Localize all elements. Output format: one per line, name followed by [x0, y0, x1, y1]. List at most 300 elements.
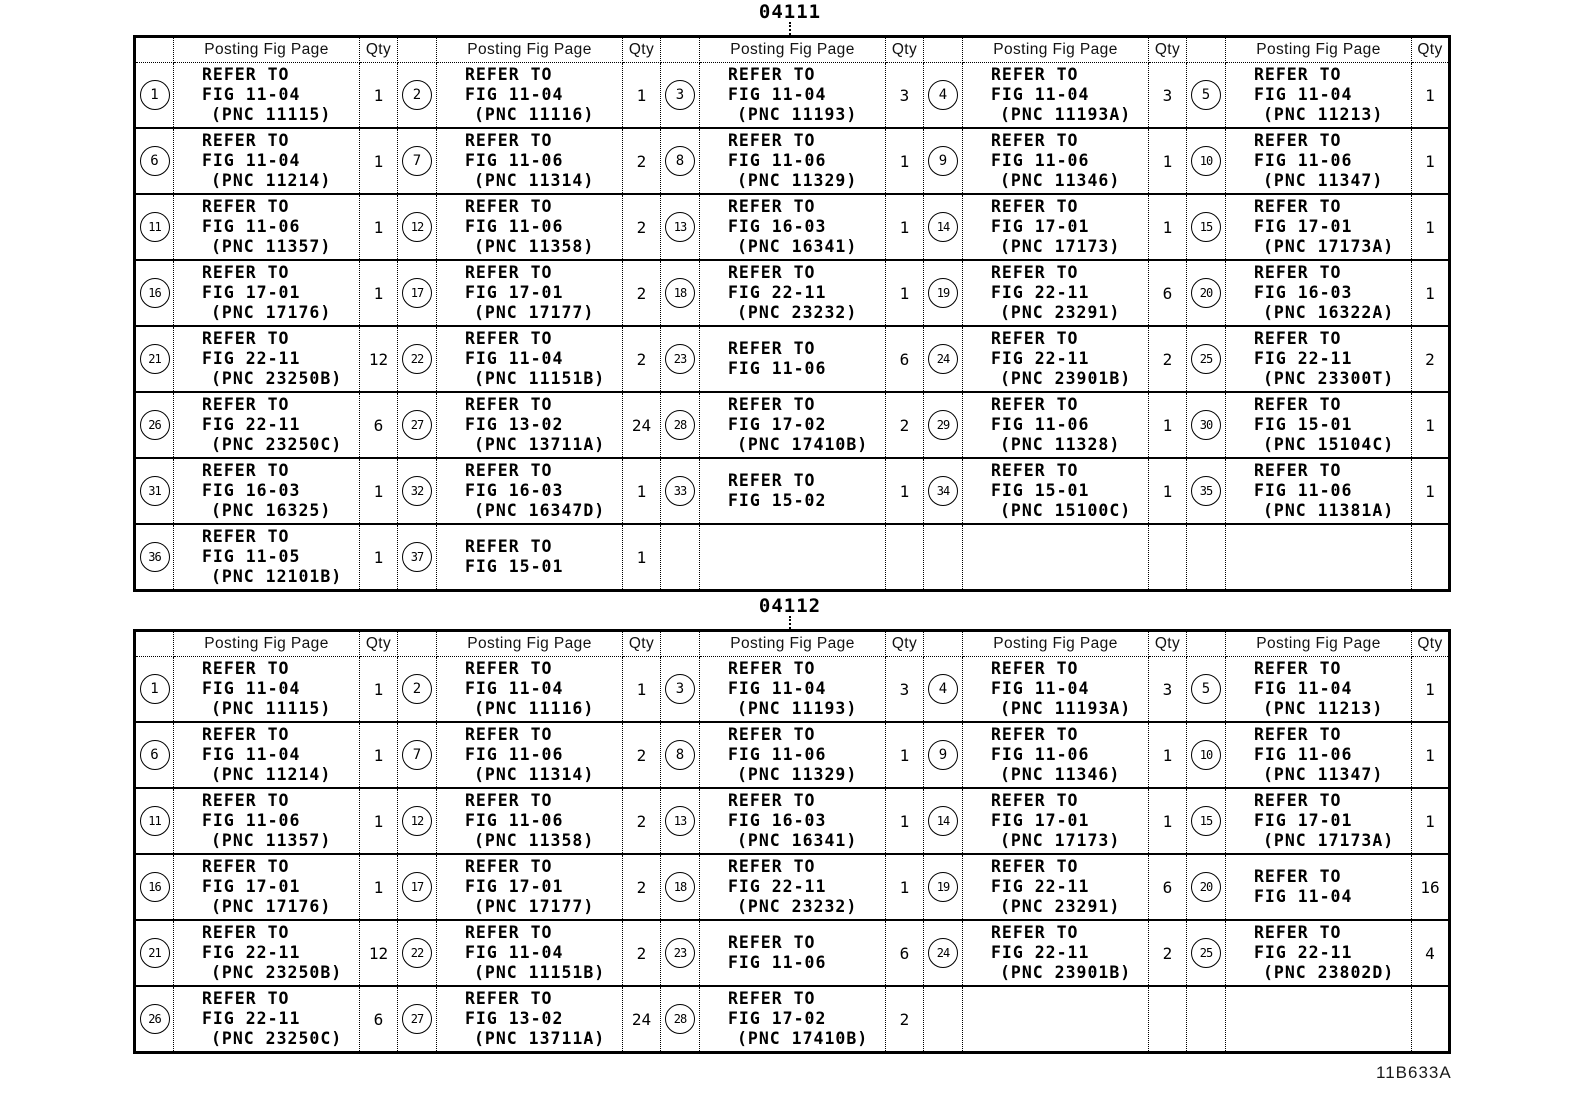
item-number-cell	[398, 128, 437, 194]
posting-ref-cell	[700, 326, 886, 392]
posting-fig-page-header: Posting Fig Page	[700, 37, 886, 63]
item-number-cell	[1187, 392, 1226, 458]
item-number-cell	[1187, 788, 1226, 854]
item-number-circle: 25	[1191, 344, 1221, 374]
item-number-cell	[924, 986, 963, 1053]
refer-to-text: REFER TO FIG 11-06 (PNC 11329)	[728, 725, 858, 784]
qty-cell: 3	[886, 63, 924, 129]
qty-cell: 1	[886, 458, 924, 524]
qty-header: Qty	[623, 631, 661, 657]
item-number-cell	[135, 986, 174, 1053]
posting-ref-cell	[174, 524, 360, 591]
item-number-cell	[924, 920, 963, 986]
qty-cell: 1	[360, 458, 398, 524]
qty-cell: 6	[1149, 854, 1187, 920]
qty-header: Qty	[360, 631, 398, 657]
item-number-cell	[1187, 657, 1226, 723]
qty-cell: 2	[1149, 920, 1187, 986]
qty-cell: 1	[886, 194, 924, 260]
item-number-cell	[924, 63, 963, 129]
qty-cell: 2	[886, 986, 924, 1053]
refer-to-text: REFER TO FIG 11-06 (PNC 11314)	[465, 131, 595, 190]
posting-ref-cell	[963, 260, 1149, 326]
refer-to-text: REFER TO FIG 11-04 (PNC 11213)	[1254, 659, 1384, 718]
qty-cell: 6	[886, 326, 924, 392]
qty-cell: 1	[1149, 392, 1187, 458]
qty-cell: 2	[623, 326, 661, 392]
posting-ref-cell	[700, 260, 886, 326]
item-number-circle: 5	[1191, 80, 1221, 110]
refer-to-text: REFER TO FIG 11-04	[1254, 867, 1353, 906]
item-number-cell	[661, 524, 700, 591]
refer-to-text: REFER TO FIG 22-11 (PNC 23300T)	[1254, 329, 1395, 388]
item-number-circle: 5	[1191, 674, 1221, 704]
refer-to-text: REFER TO FIG 22-11 (PNC 23901B)	[991, 329, 1132, 388]
refer-to-text: REFER TO FIG 17-01 (PNC 17176)	[202, 857, 332, 916]
item-number-circle: 17	[402, 278, 432, 308]
item-number-circle: 11	[140, 806, 170, 836]
item-number-circle: 12	[402, 806, 432, 836]
posting-ref-cell	[437, 920, 623, 986]
item-number-circle: 15	[1191, 212, 1221, 242]
qty-cell: 24	[623, 986, 661, 1053]
item-number-cell	[398, 458, 437, 524]
item-number-cell	[661, 194, 700, 260]
item-number-circle: 22	[402, 938, 432, 968]
qty-cell: 2	[623, 788, 661, 854]
item-number-cell	[661, 260, 700, 326]
refer-to-text: REFER TO FIG 11-06 (PNC 11328)	[991, 395, 1121, 454]
qty-cell: 2	[623, 854, 661, 920]
posting-ref-cell	[700, 722, 886, 788]
item-number-cell	[924, 788, 963, 854]
posting-ref-cell	[963, 194, 1149, 260]
refer-to-text: REFER TO FIG 11-04 (PNC 11151B)	[465, 923, 606, 982]
item-number-circle: 34	[928, 476, 958, 506]
item-number-circle: 28	[665, 1004, 695, 1034]
posting-ref-cell	[1226, 63, 1412, 129]
posting-ref-cell	[963, 524, 1149, 591]
item-number-circle: 11	[140, 212, 170, 242]
posting-ref-cell	[1226, 854, 1412, 920]
item-number-circle: 21	[140, 938, 170, 968]
posting-ref-cell	[963, 854, 1149, 920]
posting-ref-cell	[1226, 392, 1412, 458]
posting-ref-cell	[700, 63, 886, 129]
posting-ref-cell	[437, 657, 623, 723]
posting-ref-cell	[700, 986, 886, 1053]
qty-cell: 1	[360, 260, 398, 326]
refer-to-text: REFER TO FIG 11-06	[728, 339, 827, 378]
item-number-cell	[135, 194, 174, 260]
refer-to-text: REFER TO FIG 16-03 (PNC 16347D)	[465, 461, 606, 520]
qty-cell: 1	[623, 63, 661, 129]
item-number-cell	[398, 392, 437, 458]
qty-cell: 1	[886, 260, 924, 326]
refer-to-text: REFER TO FIG 11-04 (PNC 11193A)	[991, 65, 1132, 124]
ref-table-container-04112	[133, 629, 1447, 1054]
item-number-circle: 8	[665, 740, 695, 770]
qty-cell: 1	[623, 524, 661, 591]
item-number-cell	[135, 260, 174, 326]
qty-cell: 16	[1412, 854, 1450, 920]
qty-cell: 1	[623, 657, 661, 723]
posting-ref-cell	[437, 326, 623, 392]
table-title: 04112	[758, 595, 822, 617]
posting-ref-cell	[437, 260, 623, 326]
qty-cell: 1	[1412, 788, 1450, 854]
refer-to-text: REFER TO FIG 13-02 (PNC 13711A)	[465, 395, 606, 454]
item-number-circle: 18	[665, 872, 695, 902]
refer-to-text: REFER TO FIG 15-02	[728, 471, 827, 510]
item-number-cell	[1187, 194, 1226, 260]
posting-ref-cell	[700, 458, 886, 524]
title-pointer-tick	[789, 616, 791, 629]
item-number-cell	[398, 920, 437, 986]
posting-ref-cell	[1226, 128, 1412, 194]
item-number-cell	[661, 63, 700, 129]
item-number-cell	[1187, 854, 1226, 920]
item-number-cell	[135, 657, 174, 723]
item-number-circle: 9	[928, 740, 958, 770]
qty-cell: 12	[360, 326, 398, 392]
qty-cell	[1149, 524, 1187, 591]
posting-ref-cell	[437, 128, 623, 194]
posting-ref-cell	[437, 524, 623, 591]
item-number-circle: 1	[140, 80, 170, 110]
refer-to-text: REFER TO FIG 22-11 (PNC 23232)	[728, 857, 858, 916]
item-number-circle: 20	[1191, 872, 1221, 902]
qty-cell: 1	[1149, 194, 1187, 260]
ref-table-container-04111	[133, 35, 1447, 592]
item-number-circle: 22	[402, 344, 432, 374]
posting-ref-cell	[1226, 788, 1412, 854]
posting-ref-cell	[174, 194, 360, 260]
item-number-cell	[398, 986, 437, 1053]
item-number-cell	[1187, 260, 1226, 326]
posting-ref-cell	[963, 722, 1149, 788]
qty-cell: 1	[886, 854, 924, 920]
header-spacer-cell	[661, 37, 700, 63]
refer-to-text: REFER TO FIG 11-06 (PNC 11314)	[465, 725, 595, 784]
qty-cell: 3	[1149, 657, 1187, 723]
item-number-circle: 12	[402, 212, 432, 242]
qty-cell: 1	[1149, 128, 1187, 194]
item-number-cell	[661, 392, 700, 458]
posting-fig-page-header: Posting Fig Page	[437, 631, 623, 657]
refer-to-text: REFER TO FIG 17-01 (PNC 17173A)	[1254, 197, 1395, 256]
item-number-cell	[135, 128, 174, 194]
refer-to-text: REFER TO FIG 22-11 (PNC 23250B)	[202, 923, 343, 982]
posting-fig-page-header: Posting Fig Page	[963, 631, 1149, 657]
item-number-circle: 26	[140, 1004, 170, 1034]
posting-ref-cell	[174, 854, 360, 920]
qty-header: Qty	[360, 37, 398, 63]
posting-fig-page-header: Posting Fig Page	[174, 631, 360, 657]
item-number-circle: 16	[140, 278, 170, 308]
item-number-cell	[924, 194, 963, 260]
item-number-circle: 14	[928, 806, 958, 836]
refer-to-text: REFER TO FIG 11-04 (PNC 11116)	[465, 65, 595, 124]
item-number-cell	[135, 458, 174, 524]
posting-ref-cell	[174, 458, 360, 524]
posting-ref-cell	[963, 326, 1149, 392]
item-number-cell	[135, 524, 174, 591]
posting-ref-cell	[700, 392, 886, 458]
refer-to-text: REFER TO FIG 17-01 (PNC 17176)	[202, 263, 332, 322]
posting-ref-cell	[963, 986, 1149, 1053]
item-number-circle: 2	[402, 80, 432, 110]
item-number-cell	[135, 326, 174, 392]
posting-ref-cell	[700, 128, 886, 194]
refer-to-text: REFER TO FIG 11-04 (PNC 11115)	[202, 659, 332, 718]
posting-ref-cell	[700, 657, 886, 723]
posting-ref-cell	[437, 392, 623, 458]
posting-ref-cell	[1226, 260, 1412, 326]
refer-to-text: REFER TO FIG 17-01 (PNC 17173)	[991, 197, 1121, 256]
refer-to-text: REFER TO FIG 17-01 (PNC 17173A)	[1254, 791, 1395, 850]
posting-ref-cell	[437, 722, 623, 788]
refer-to-text: REFER TO FIG 11-06 (PNC 11347)	[1254, 131, 1384, 190]
qty-cell: 2	[1412, 326, 1450, 392]
item-number-circle: 28	[665, 410, 695, 440]
item-number-cell	[924, 260, 963, 326]
item-number-circle: 15	[1191, 806, 1221, 836]
qty-cell: 2	[623, 128, 661, 194]
qty-cell: 1	[1412, 63, 1450, 129]
posting-ref-cell	[963, 920, 1149, 986]
item-number-cell	[398, 260, 437, 326]
qty-header: Qty	[1149, 631, 1187, 657]
item-number-cell	[661, 854, 700, 920]
item-number-circle: 13	[665, 806, 695, 836]
refer-to-text: REFER TO FIG 11-04 (PNC 11214)	[202, 725, 332, 784]
item-number-circle: 4	[928, 674, 958, 704]
refer-to-text: REFER TO FIG 11-04 (PNC 11115)	[202, 65, 332, 124]
refer-to-text: REFER TO FIG 15-01	[465, 537, 564, 576]
qty-header: Qty	[623, 37, 661, 63]
item-number-circle: 6	[140, 740, 170, 770]
posting-ref-cell	[700, 194, 886, 260]
item-number-circle: 14	[928, 212, 958, 242]
qty-cell: 6	[1149, 260, 1187, 326]
item-number-circle: 17	[402, 872, 432, 902]
qty-cell: 4	[1412, 920, 1450, 986]
posting-ref-cell	[1226, 326, 1412, 392]
item-number-circle: 27	[402, 410, 432, 440]
qty-cell: 3	[886, 657, 924, 723]
qty-cell: 1	[623, 458, 661, 524]
figure-code: 11B633A	[1376, 1063, 1452, 1082]
posting-ref-cell	[174, 63, 360, 129]
posting-ref-cell	[963, 128, 1149, 194]
item-number-cell	[1187, 326, 1226, 392]
refer-to-text: REFER TO FIG 11-06 (PNC 11346)	[991, 131, 1121, 190]
item-number-cell	[924, 722, 963, 788]
item-number-cell	[924, 326, 963, 392]
item-number-cell	[1187, 63, 1226, 129]
item-number-cell	[1187, 722, 1226, 788]
refer-to-text: REFER TO FIG 11-04 (PNC 11213)	[1254, 65, 1384, 124]
refer-to-text: REFER TO FIG 22-11 (PNC 23802D)	[1254, 923, 1395, 982]
posting-fig-page-header: Posting Fig Page	[700, 631, 886, 657]
refer-to-text: REFER TO FIG 11-04 (PNC 11193A)	[991, 659, 1132, 718]
refer-to-text: REFER TO FIG 11-04 (PNC 11193)	[728, 65, 858, 124]
item-number-cell	[661, 788, 700, 854]
qty-cell: 1	[360, 194, 398, 260]
item-number-cell	[398, 854, 437, 920]
item-number-circle: 4	[928, 80, 958, 110]
item-number-circle: 1	[140, 674, 170, 704]
table-section-04112	[133, 596, 1447, 1054]
item-number-circle: 3	[665, 674, 695, 704]
posting-ref-cell	[437, 458, 623, 524]
refer-to-text: REFER TO FIG 11-06 (PNC 11357)	[202, 791, 332, 850]
item-number-circle: 21	[140, 344, 170, 374]
qty-cell	[886, 524, 924, 591]
refer-to-text: REFER TO FIG 22-11 (PNC 23291)	[991, 263, 1121, 322]
qty-cell: 1	[1412, 392, 1450, 458]
posting-ref-cell	[1226, 458, 1412, 524]
item-number-cell	[135, 788, 174, 854]
refer-to-text: REFER TO FIG 22-11 (PNC 23291)	[991, 857, 1121, 916]
posting-ref-cell	[700, 854, 886, 920]
posting-ref-cell	[1226, 524, 1412, 591]
refer-to-text: REFER TO FIG 17-02 (PNC 17410B)	[728, 395, 869, 454]
qty-header: Qty	[1412, 37, 1450, 63]
item-number-circle: 18	[665, 278, 695, 308]
posting-ref-cell	[174, 128, 360, 194]
refer-to-text: REFER TO FIG 17-01 (PNC 17177)	[465, 263, 595, 322]
refer-to-text: REFER TO FIG 13-02 (PNC 13711A)	[465, 989, 606, 1048]
parts-ref-table	[133, 629, 1451, 1054]
header-spacer-cell	[661, 631, 700, 657]
item-number-circle: 2	[402, 674, 432, 704]
posting-ref-cell	[174, 788, 360, 854]
item-number-cell	[398, 524, 437, 591]
qty-cell: 1	[360, 524, 398, 591]
qty-cell: 1	[1412, 128, 1450, 194]
item-number-cell	[135, 722, 174, 788]
refer-to-text: REFER TO FIG 16-03 (PNC 16341)	[728, 791, 858, 850]
qty-cell: 2	[623, 260, 661, 326]
qty-cell: 6	[360, 986, 398, 1053]
item-number-cell	[1187, 524, 1226, 591]
qty-header: Qty	[1149, 37, 1187, 63]
table-section-04111	[133, 2, 1447, 592]
item-number-circle: 10	[1191, 146, 1221, 176]
posting-fig-page-header: Posting Fig Page	[174, 37, 360, 63]
header-spacer-cell	[398, 37, 437, 63]
item-number-cell	[1187, 128, 1226, 194]
qty-cell: 1	[1149, 458, 1187, 524]
posting-fig-page-header: Posting Fig Page	[437, 37, 623, 63]
posting-ref-cell	[174, 986, 360, 1053]
qty-cell: 3	[1149, 63, 1187, 129]
item-number-cell	[924, 392, 963, 458]
refer-to-text: REFER TO FIG 11-06 (PNC 11357)	[202, 197, 332, 256]
posting-ref-cell	[700, 920, 886, 986]
qty-cell: 1	[360, 722, 398, 788]
qty-cell: 1	[886, 722, 924, 788]
item-number-circle: 13	[665, 212, 695, 242]
qty-cell: 1	[886, 128, 924, 194]
item-number-circle: 30	[1191, 410, 1221, 440]
qty-cell: 6	[886, 920, 924, 986]
qty-cell: 2	[1149, 326, 1187, 392]
posting-fig-page-header: Posting Fig Page	[1226, 37, 1412, 63]
refer-to-text: REFER TO FIG 11-06 (PNC 11329)	[728, 131, 858, 190]
qty-cell: 1	[360, 854, 398, 920]
qty-cell: 24	[623, 392, 661, 458]
qty-cell: 1	[360, 657, 398, 723]
refer-to-text: REFER TO FIG 11-06 (PNC 11381A)	[1254, 461, 1395, 520]
posting-ref-cell	[174, 657, 360, 723]
refer-to-text: REFER TO FIG 11-05 (PNC 12101B)	[202, 527, 343, 586]
qty-cell: 2	[623, 920, 661, 986]
item-number-cell	[1187, 458, 1226, 524]
item-number-cell	[924, 128, 963, 194]
item-number-cell	[398, 63, 437, 129]
posting-ref-cell	[174, 920, 360, 986]
item-number-cell	[924, 458, 963, 524]
qty-cell: 1	[1412, 194, 1450, 260]
header-spacer-cell	[398, 631, 437, 657]
item-number-cell	[398, 722, 437, 788]
item-number-circle: 10	[1191, 740, 1221, 770]
qty-cell: 2	[886, 392, 924, 458]
posting-ref-cell	[174, 392, 360, 458]
item-number-circle: 35	[1191, 476, 1221, 506]
item-number-circle: 24	[928, 938, 958, 968]
item-number-circle: 26	[140, 410, 170, 440]
item-number-circle: 33	[665, 476, 695, 506]
table-title: 04111	[758, 1, 822, 23]
item-number-cell	[135, 392, 174, 458]
posting-ref-cell	[1226, 920, 1412, 986]
refer-to-text: REFER TO FIG 16-03 (PNC 16325)	[202, 461, 332, 520]
qty-cell: 2	[623, 194, 661, 260]
refer-to-text: REFER TO FIG 11-04 (PNC 11193)	[728, 659, 858, 718]
item-number-circle: 29	[928, 410, 958, 440]
posting-ref-cell	[437, 194, 623, 260]
qty-cell: 1	[1149, 788, 1187, 854]
posting-ref-cell	[700, 524, 886, 591]
refer-to-text: REFER TO FIG 11-06 (PNC 11358)	[465, 791, 595, 850]
item-number-cell	[135, 854, 174, 920]
header-spacer-cell	[924, 37, 963, 63]
parts-ref-table	[133, 35, 1451, 592]
posting-ref-cell	[963, 788, 1149, 854]
refer-to-text: REFER TO FIG 11-06 (PNC 11346)	[991, 725, 1121, 784]
item-number-circle: 8	[665, 146, 695, 176]
item-number-cell	[661, 128, 700, 194]
refer-to-text: REFER TO FIG 15-01 (PNC 15104C)	[1254, 395, 1395, 454]
posting-ref-cell	[963, 657, 1149, 723]
refer-to-text: REFER TO FIG 17-01 (PNC 17177)	[465, 857, 595, 916]
refer-to-text: REFER TO FIG 17-01 (PNC 17173)	[991, 791, 1121, 850]
posting-ref-cell	[1226, 722, 1412, 788]
qty-header: Qty	[1412, 631, 1450, 657]
qty-cell: 1	[1412, 260, 1450, 326]
item-number-circle: 32	[402, 476, 432, 506]
qty-cell: 1	[360, 788, 398, 854]
qty-cell: 1	[1412, 458, 1450, 524]
refer-to-text: REFER TO FIG 11-04 (PNC 11214)	[202, 131, 332, 190]
refer-to-text: REFER TO FIG 22-11 (PNC 23901B)	[991, 923, 1132, 982]
item-number-cell	[661, 326, 700, 392]
posting-fig-page-header: Posting Fig Page	[963, 37, 1149, 63]
